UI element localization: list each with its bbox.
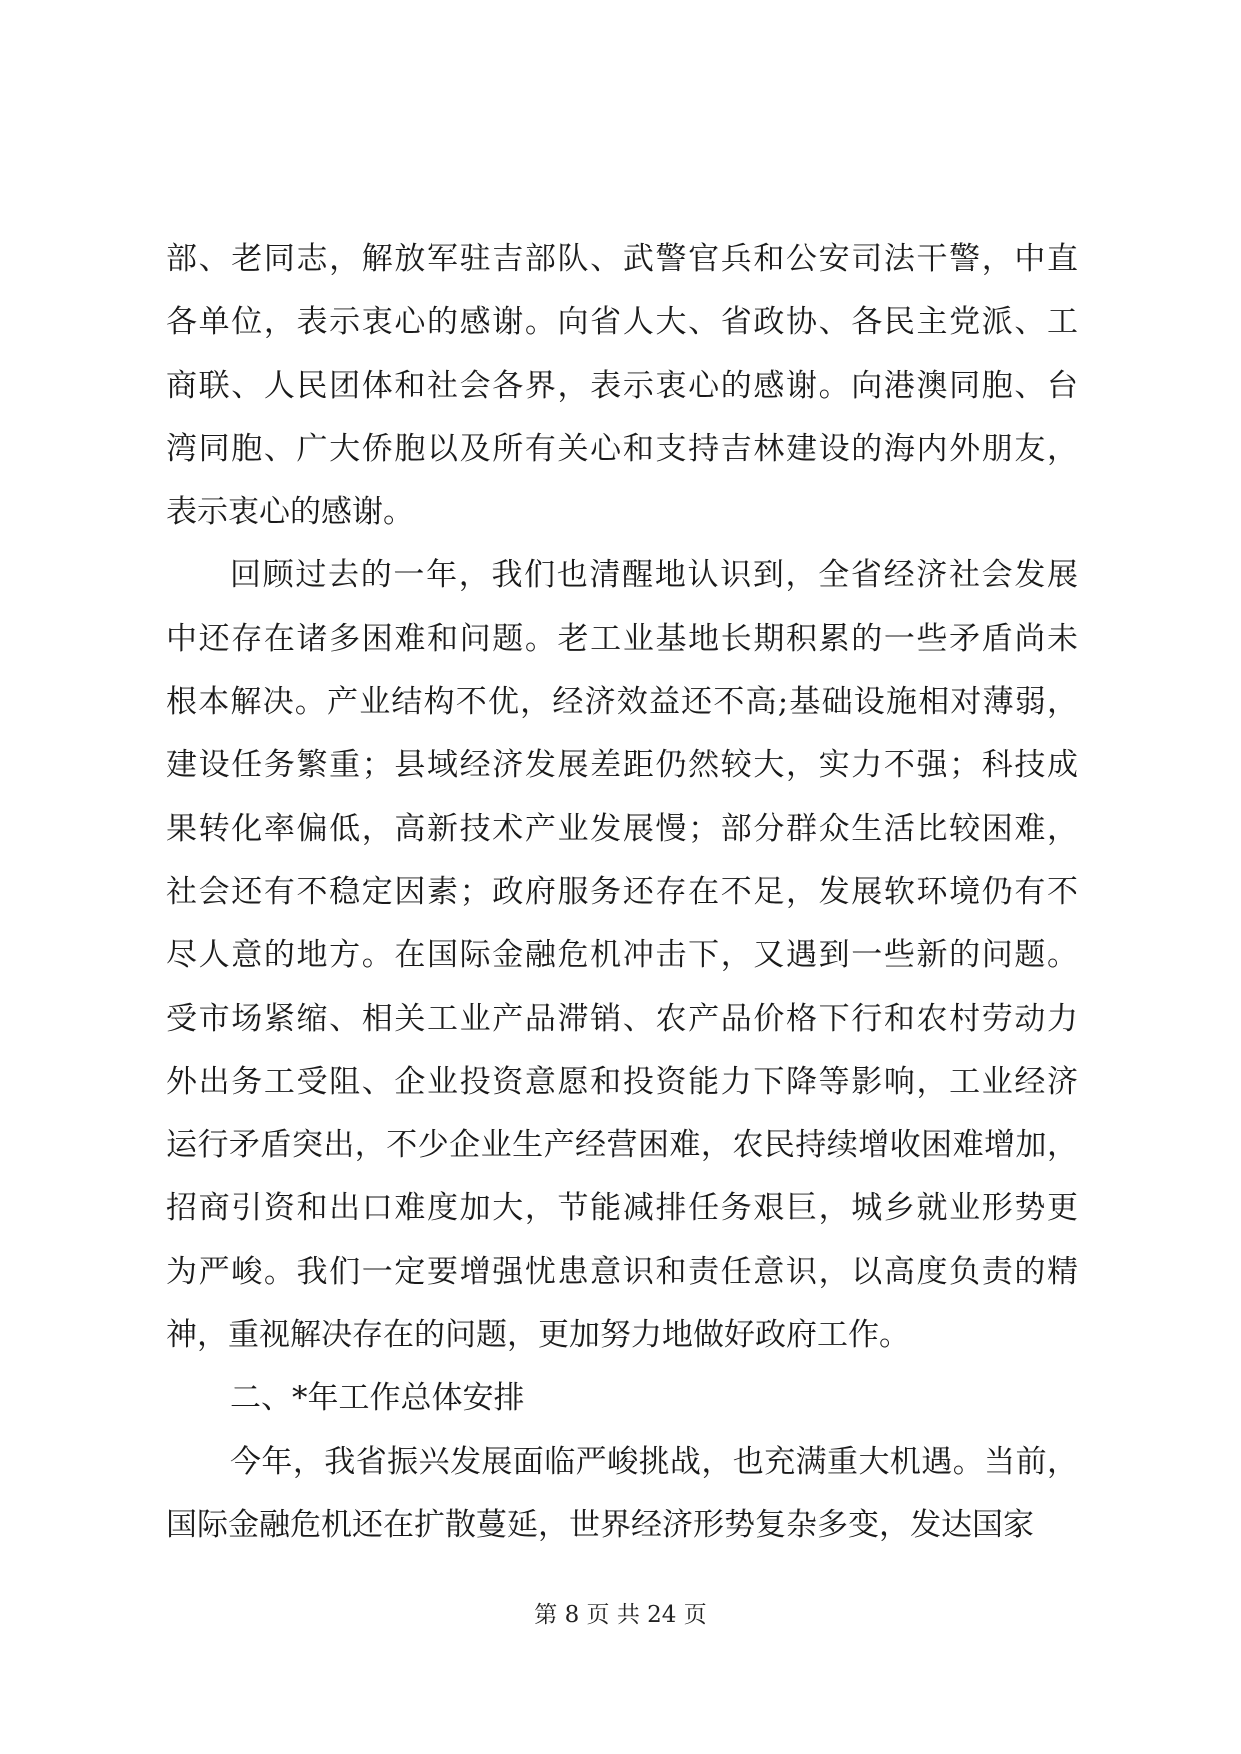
text-line: 二、*年工作总体安排 [230, 1380, 525, 1417]
text-line: 湾同胞、广大侨胞以及所有关心和支持吉林建设的海内外朋友， [166, 430, 1078, 467]
text-line: 尽人意的地方。在国际金融危机冲击下，又遇到一些新的问题。 [166, 937, 1078, 974]
text-line: 果转化率偏低，高新技术产业发展慢；部分群众生活比较困难， [166, 810, 1078, 847]
paragraph [166, 544, 1078, 1367]
document-body [166, 228, 1078, 1557]
text-line: 为严峻。我们一定要增强忧患意识和责任意识，以高度负责的精 [166, 1253, 1078, 1290]
text-line: 社会还有不稳定因素；政府服务还存在不足，发展软环境仍有不 [166, 873, 1078, 910]
text-line: 受市场紧缩、相关工业产品滞销、农产品价格下行和农村劳动力 [166, 1000, 1078, 1037]
text-line: 各单位，表示衷心的感谢。向省人大、省政协、各民主党派、工 [166, 304, 1078, 341]
text-line: 表示衷心的感谢。 [166, 494, 414, 531]
text-line: 建设任务繁重；县域经济发展差距仍然较大，实力不强；科技成 [166, 747, 1078, 784]
text-line: 国际金融危机还在扩散蔓延，世界经济形势复杂多变，发达国家 [166, 1506, 1034, 1543]
paragraph [166, 1431, 1078, 1558]
text-line: 运行矛盾突出，不少企业生产经营困难，农民持续增收困难增加， [166, 1127, 1078, 1164]
text-line: 商联、人民团体和社会各界，表示衷心的感谢。向港澳同胞、台 [166, 367, 1078, 404]
text-line: 神，重视解决存在的问题，更加努力地做好政府工作。 [166, 1317, 910, 1354]
text-line: 外出务工受阻、企业投资意愿和投资能力下降等影响，工业经济 [166, 1063, 1078, 1100]
page-footer: 第 8 页 共 24 页 [534, 1602, 707, 1628]
text-line: 今年，我省振兴发展面临严峻挑战，也充满重大机遇。当前， [230, 1443, 1078, 1480]
paragraph [166, 1367, 1078, 1430]
text-line: 中还存在诸多困难和问题。老工业基地长期积累的一些矛盾尚未 [166, 620, 1078, 657]
paragraph [166, 228, 1078, 544]
text-line: 回顾过去的一年，我们也清醒地认识到，全省经济社会发展 [230, 557, 1078, 594]
text-line: 根本解决。产业结构不优，经济效益还不高;基础设施相对薄弱， [166, 684, 1078, 721]
text-line: 部、老同志，解放军驻吉部队、武警官兵和公安司法干警，中直 [166, 241, 1078, 277]
text-line: 招商引资和出口难度加大，节能减排任务艰巨，城乡就业形势更 [166, 1190, 1078, 1227]
